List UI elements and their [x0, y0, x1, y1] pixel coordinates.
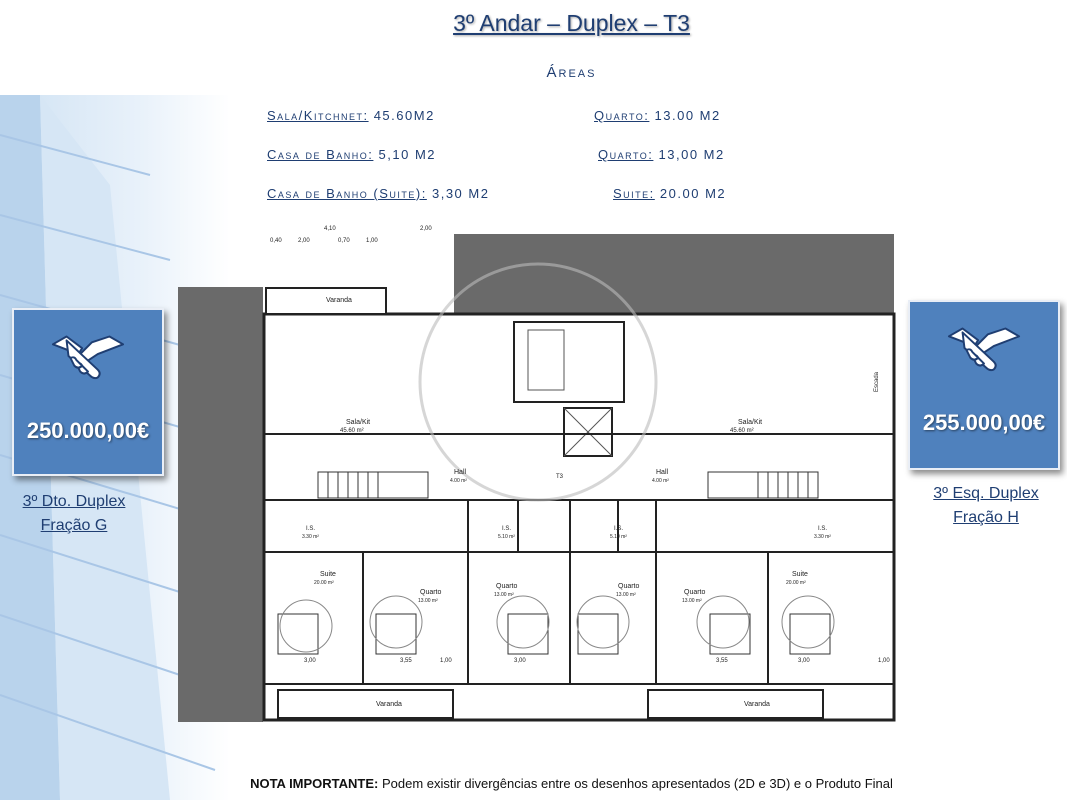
- svg-text:Sala/Kit: Sala/Kit: [738, 419, 763, 426]
- price-fracao-h: 255.000,00€: [922, 410, 1046, 435]
- svg-text:Varanda: Varanda: [326, 297, 352, 304]
- svg-text:13.00 m²: 13.00 m²: [418, 598, 438, 604]
- svg-text:Suite: Suite: [320, 571, 336, 578]
- svg-text:3.30 m²: 3.30 m²: [814, 534, 831, 540]
- area-sala: Sala/Kitchnet: 45.60M2: [267, 108, 435, 123]
- unit-name: 3º Dto. Duplex: [22, 493, 126, 510]
- price-fracao-g: 250.000,00€: [26, 418, 150, 443]
- areas-heading: Áreas: [546, 64, 597, 81]
- svg-text:13.00 m²: 13.00 m²: [616, 592, 636, 598]
- area-quarto-1: Quarto: 13.00 M2: [594, 108, 721, 123]
- svg-text:4,10: 4,10: [324, 226, 336, 232]
- unit-label-fracao-h[interactable]: [906, 482, 1066, 530]
- svg-text:0,70: 0,70: [338, 238, 350, 244]
- svg-text:Quarto: Quarto: [420, 589, 442, 596]
- unit-name: 3º Esq. Duplex: [933, 485, 1039, 502]
- svg-text:5.10 m²: 5.10 m²: [498, 534, 515, 540]
- page-title: 3º Andar – Duplex – T3: [453, 10, 690, 36]
- svg-text:4.00 m²: 4.00 m²: [450, 478, 467, 484]
- handshake-icon: [945, 318, 1023, 378]
- svg-text:45.60 m²: 45.60 m²: [730, 428, 754, 434]
- svg-text:45.60 m²: 45.60 m²: [340, 428, 364, 434]
- area-casa-banho-suite: Casa de Banho (Suite): 3,30 M2: [267, 186, 490, 201]
- svg-text:Quarto: Quarto: [618, 583, 640, 590]
- svg-text:1,00: 1,00: [878, 658, 890, 664]
- svg-text:3,55: 3,55: [716, 658, 728, 664]
- svg-text:Hall: Hall: [656, 469, 669, 476]
- svg-text:3,00: 3,00: [798, 658, 810, 664]
- svg-text:3,00: 3,00: [304, 658, 316, 664]
- svg-text:1,00: 1,00: [440, 658, 452, 664]
- svg-text:Quarto: Quarto: [496, 583, 518, 590]
- svg-text:20.00 m²: 20.00 m²: [314, 580, 334, 586]
- unit-fraction: Fração H: [953, 509, 1019, 526]
- svg-text:2,00: 2,00: [420, 226, 432, 232]
- svg-text:Quarto: Quarto: [684, 589, 706, 596]
- svg-text:13.00 m²: 13.00 m²: [682, 598, 702, 604]
- area-quarto-2: Quarto: 13,00 M2: [598, 147, 725, 162]
- floor-plan: [178, 222, 898, 722]
- svg-text:Sala/Kit: Sala/Kit: [346, 419, 371, 426]
- svg-text:I.S.: I.S.: [614, 526, 624, 532]
- svg-text:I.S.: I.S.: [502, 526, 512, 532]
- svg-text:20.00 m²: 20.00 m²: [786, 580, 806, 586]
- svg-text:Varanda: Varanda: [376, 701, 402, 708]
- svg-text:Escada: Escada: [874, 371, 880, 392]
- svg-text:1,00: 1,00: [366, 238, 378, 244]
- area-suite: Suite: 20.00 M2: [613, 186, 727, 201]
- svg-text:13.00 m²: 13.00 m²: [494, 592, 514, 598]
- svg-text:I.S.: I.S.: [306, 526, 316, 532]
- unit-label-fracao-g[interactable]: [0, 490, 148, 538]
- svg-text:Hall: Hall: [454, 469, 467, 476]
- svg-text:I.S.: I.S.: [818, 526, 828, 532]
- svg-text:4.00 m²: 4.00 m²: [652, 478, 669, 484]
- price-box-fracao-g: [12, 308, 164, 476]
- svg-text:Suite: Suite: [792, 571, 808, 578]
- unit-fraction: Fração G: [40, 517, 108, 534]
- svg-text:0,40: 0,40: [270, 238, 282, 244]
- svg-text:T3: T3: [556, 474, 564, 480]
- price-box-fracao-h: [908, 300, 1060, 470]
- svg-text:3,55: 3,55: [400, 658, 412, 664]
- important-note: NOTA IMPORTANTE: Podem existir divergências entre os desenhos apresentados (2D e 3D) e o Produto Final: [250, 776, 893, 791]
- svg-text:3.30 m²: 3.30 m²: [302, 534, 319, 540]
- svg-text:5.10 m²: 5.10 m²: [610, 534, 627, 540]
- handshake-icon: [49, 326, 127, 386]
- svg-text:2,00: 2,00: [298, 238, 310, 244]
- svg-text:3,00: 3,00: [514, 658, 526, 664]
- svg-text:Varanda: Varanda: [744, 701, 770, 708]
- area-casa-banho: Casa de Banho: 5,10 M2: [267, 147, 437, 162]
